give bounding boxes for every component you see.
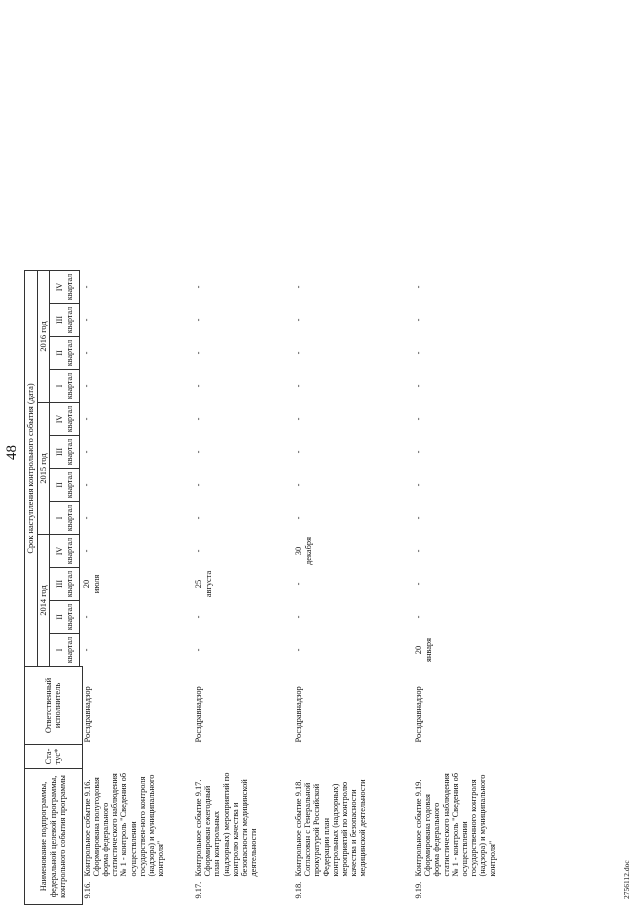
empty-quarter-cell: - [194,351,203,355]
empty-quarter-cell: - [194,285,203,289]
empty-quarter-cell: - [294,417,303,421]
executor-cell: Росздравнадзор [82,686,92,743]
row-number: 9.19. [414,881,423,899]
empty-quarter-cell: - [414,615,423,619]
header-year-2014: 2014 год [38,535,50,667]
quarter-header: I квартал [50,502,80,535]
status-cell [414,745,524,769]
quarter-header: III квартал [50,568,80,601]
event-name: Контрольное событие 9.19. Сформирована годовая форма федерального статистического наблюдения № 1 - контроль "Сведения об осуществлении государственного контроля (надзора) и муниципального контроля" [414,772,497,877]
empty-quarter-cell: - [294,351,303,355]
empty-quarter-cell: - [294,285,303,289]
row-number: 9.17. [194,881,203,899]
page-number: 48 [4,445,20,460]
empty-quarter-cell: - [194,516,203,520]
header-name-column: Наименование подпрограммы, федеральной целевой программы, контрольного события программы [25,769,83,905]
empty-quarter-cell: - [414,450,423,454]
quarter-header: I квартал [50,634,80,667]
empty-quarter-cell: - [82,417,91,421]
empty-quarter-cell: - [294,516,303,520]
table-row [82,271,194,905]
empty-quarter-cell: - [82,615,91,619]
deadline-date: 30 декабря [294,537,313,565]
empty-quarter-cell: - [82,285,91,289]
header-deadline: Срок наступления контрольного события (дата) [25,271,38,667]
empty-quarter-cell: - [294,615,303,619]
empty-quarter-cell: - [82,318,91,322]
empty-quarter-cell: - [82,483,91,487]
quarter-header: II квартал [50,337,80,370]
quarter-header: II квартал [50,469,80,502]
empty-quarter-cell: - [194,417,203,421]
header-year-2015: 2015 год [38,403,50,535]
executor-cell: Росздравнадзор [294,686,303,743]
status-cell [294,745,414,769]
empty-quarter-cell: - [414,483,423,487]
empty-quarter-cell: - [414,417,423,421]
status-cell [194,745,294,769]
quarter-header: IV квартал [50,403,80,436]
empty-quarter-cell: - [414,549,423,553]
event-name: Контрольное событие 9.18. Согласован с Генеральной прокуратурой Российской Федерации план контрольных (надзорных) мероприятий по контролю качества и безопасности медицинской деятельности [294,779,368,877]
empty-quarter-cell: - [194,648,203,652]
empty-quarter-cell: - [194,549,203,553]
empty-quarter-cell: - [414,582,423,586]
empty-quarter-cell: - [82,648,91,652]
empty-quarter-cell: - [294,384,303,388]
quarter-header: I квартал [50,370,80,403]
row-number: 9.18. [294,881,303,899]
status-cell [82,745,194,769]
empty-quarter-cell: - [294,582,303,586]
empty-quarter-cell: - [294,648,303,652]
empty-quarter-cell: - [414,351,423,355]
empty-quarter-cell: - [414,318,423,322]
empty-quarter-cell: - [294,483,303,487]
quarter-header: IV квартал [50,535,80,568]
empty-quarter-cell: - [194,384,203,388]
executor-cell: Росздравнадзор [194,686,203,743]
empty-quarter-cell: - [414,384,423,388]
row-number: 9.16. [82,881,92,899]
empty-quarter-cell: - [82,450,91,454]
deadline-date: 25 августа [194,570,213,598]
header-year-2016: 2016 год [38,271,50,403]
empty-quarter-cell: - [194,318,203,322]
header-executor-column: Ответственный исполнитель [25,667,83,745]
event-name: Контрольное событие 9.16. Сформирована полугодовая форма федерального статистического наблюдения № 1 - контроль "Сведения об осуществлении государствен-ного контроля (надзора) и муниципального контроля" [82,772,166,877]
quarter-header: II квартал [50,601,80,634]
table-row [294,271,414,905]
executor-cell: Росздравнадзор [414,686,423,743]
deadline-date: 20 января [414,638,433,662]
quarter-header: III квартал [50,436,80,469]
table-row [414,271,524,905]
empty-quarter-cell: - [82,384,91,388]
empty-quarter-cell: - [82,351,91,355]
empty-quarter-cell: - [82,549,91,553]
deadline-date: 20 июля [82,574,101,594]
empty-quarter-cell: - [194,450,203,454]
empty-quarter-cell: - [294,450,303,454]
empty-quarter-cell: - [194,615,203,619]
empty-quarter-cell: - [82,516,91,520]
header-status-column: Ста-тус* [25,745,83,769]
empty-quarter-cell: - [294,318,303,322]
control-events-table [24,270,524,905]
quarter-header: IV квартал [50,271,80,304]
empty-quarter-cell: - [414,285,423,289]
table-body [82,271,524,905]
empty-quarter-cell: - [194,483,203,487]
event-name: Контрольное событие 9.17. Сформирован ежегодный план контрольных (надзорных) мероприятий по контролю качества и безопасности медицинской деятельности [194,772,259,877]
quarter-header: III квартал [50,304,80,337]
table-row [194,271,294,905]
footer-file-name: 2756112.doc [622,860,631,899]
empty-quarter-cell: - [414,516,423,520]
